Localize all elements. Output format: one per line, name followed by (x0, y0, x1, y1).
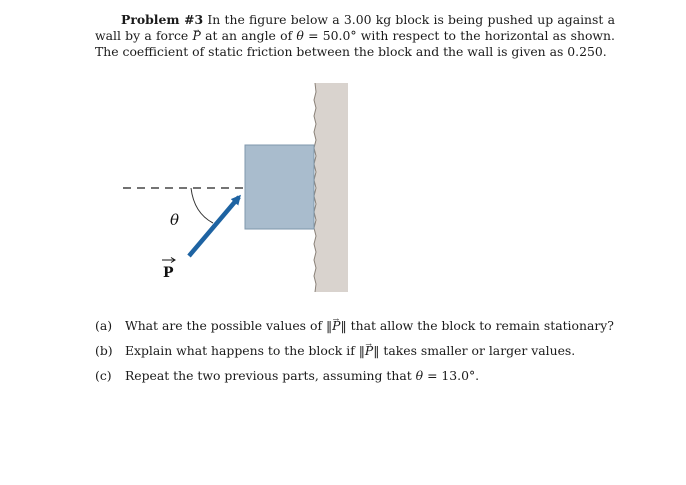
part-tag: (b) (95, 343, 113, 358)
theta-symbol: θ (296, 28, 304, 44)
force-label: P (163, 265, 174, 281)
part-tag: (c) (95, 368, 112, 383)
theta-symbol: θ (415, 368, 424, 383)
problem-line-2-c: = 50.0° with respect to the horizontal as shown. The coefficient (95, 28, 615, 60)
part-text-post: ‖ takes smaller or larger values. (373, 343, 576, 358)
angle-label: θ (170, 211, 180, 229)
force-vector-symbol: → P (192, 28, 200, 44)
part-c (95, 368, 479, 384)
block (245, 145, 314, 229)
part-text-post: = 13.0°. (423, 368, 480, 383)
part-text-post: ‖ that allow the block to remain stationary? (340, 318, 614, 333)
problem-title: Problem #3 (121, 12, 204, 27)
wall (314, 83, 348, 292)
problem-statement (95, 12, 615, 61)
problem-line-2-a: a force (144, 28, 189, 44)
problem-line-1: In the figure below a 3.00 kg block is being pushed up against a wall by (95, 12, 615, 44)
physics-figure (110, 80, 360, 295)
part-tag: (a) (95, 318, 113, 333)
angle-arc (191, 188, 213, 223)
part-text-pre: What are the possible values of ‖ (124, 318, 333, 333)
part-b (95, 343, 575, 359)
problem-line-2-b: at an angle of (205, 28, 293, 44)
force-vector-symbol: → P (332, 318, 340, 334)
part-text-pre: Explain what happens to the block if ‖ (124, 343, 365, 358)
part-text-pre: Repeat the two previous parts, assuming that (124, 368, 416, 383)
figure-drawing (110, 80, 360, 295)
problem-line-3: of static friction between the block and the wall is given as 0.250. (192, 44, 607, 60)
part-a (95, 318, 614, 334)
force-vector-symbol: → P (365, 343, 373, 359)
